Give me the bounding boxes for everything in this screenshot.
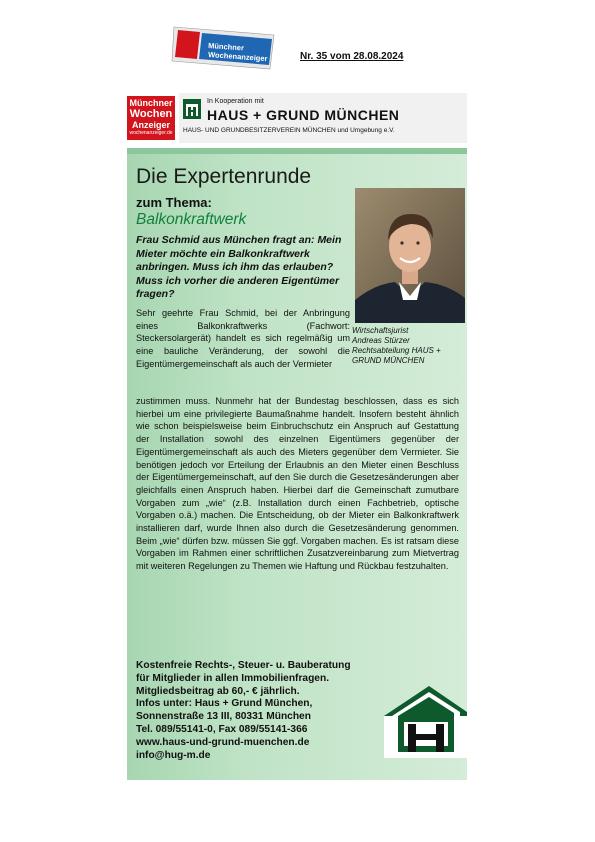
- topic-label: zum Thema:: [136, 195, 212, 210]
- mwa-logo-line-1: Münchner: [129, 98, 173, 108]
- caption-line: GRUND MÜNCHEN: [352, 356, 425, 365]
- panel-stripe: [127, 148, 467, 154]
- newspaper-logo: [170, 25, 278, 75]
- contact-line: für Mitglieder in allen Immobilienfragen.: [136, 672, 330, 684]
- article-panel: [127, 148, 467, 780]
- caption-line: Wirtschaftsjurist: [352, 326, 409, 335]
- expert-caption: [352, 326, 464, 366]
- newspaper-logo-text: Münchner: [207, 41, 245, 53]
- cooperation-label: In Kooperation mit: [207, 98, 264, 105]
- mwa-logo-line-2: Wochen: [129, 108, 173, 120]
- header-band: [127, 93, 467, 148]
- contact-email-link[interactable]: info@hug-m.de: [136, 749, 211, 761]
- svg-text:Wochenanzeiger: Wochenanzeiger: [207, 50, 268, 64]
- expert-photo: [355, 188, 465, 323]
- wochenanzeiger-logo: [127, 96, 175, 140]
- contact-line: Mitgliedsbeitrag ab 60,- € jährlich.: [136, 685, 300, 697]
- contact-phone: Tel. 089/55141-0, Fax 089/55141-366: [136, 723, 308, 735]
- org-subtitle: HAUS- UND GRUNDBESITZERVEREIN MÜNCHEN und Umgebung e.V.: [183, 127, 395, 134]
- topic: Balkonkraftwerk: [136, 211, 247, 228]
- contact-website-link[interactable]: www.haus-und-grund-muenchen.de: [136, 736, 310, 748]
- issue-number: Nr. 35 vom 28.08.2024: [300, 51, 404, 62]
- answer-text: zustimmen muss. Nunmehr hat der Bundestag beschlossen, dass es sich hierbei um eine privilegierte Baumaßnahme handelt. Insofern besteht ähnlich wie schon beispielsweise beim Einbruchschutz ein Anspruch auf Gestattung der Installation sowohl des einzelnen Eigentümers gegenüber der Eigentümergemeinschaft als auch des Mieters gegenüber dem Vermieter. Sie benötigen jedoch vor Erteilung der Erlaubnis an den Mieter einen Beschluss der Eigentümergemeinschaft, auf den Sie durch die Gesetzesänderungen aber gleichfalls einen Anspruch haben. Hierbei darf die Gemeinschaft zumutbare Vorgaben zum „wie“ (z.B. Installation durch einen Fachbetrieb, optische Vorgaben o.ä.) machen. Die Entscheidung, ob der Mieter ein Balkonkraftwerk installieren darf, wurde Ihnen also durch die Gesetzesänderung genommen. Beim „wie“ dürfen bzw. müssen Sie ggf. Vorgaben machen. Es ist ratsam diese Vorgaben im Rahmen einer schriftlichen Zusatzvereinbarung zum Mietvertrag mit weiteren Regelungen zu Themen wie Haftung und Rückbau festzuhalten.: [136, 396, 459, 572]
- reader-question: Frau Schmid aus München fragt an: Mein Mieter möchte ein Balkonkraftwerk anbringen. Muss ich ihm das erlauben? Muss ich vorher die anderen Eigentümer fragen?: [136, 234, 342, 300]
- article-title: Die Expertenrunde: [136, 165, 312, 188]
- org-name: HAUS + GRUND MÜNCHEN: [207, 107, 400, 123]
- caption-line: Rechtsabteilung HAUS +: [352, 346, 441, 355]
- mwa-logo-sub: wochenanzeiger.de: [129, 130, 173, 136]
- contact-line: Kostenfreie Rechts-, Steuer- u. Bauberatung: [136, 660, 351, 671]
- contact-line: Infos unter: Haus + Grund München,: [136, 698, 313, 710]
- answer-text-intro: Sehr geehrte Frau Schmid, bei der Anbringung eines Balkonkraftwerks (Fachwort: Steckersolargerät) handelt es sich regelmäßig um eine bauliche Veränderung, der sowohl die Eigentümergemeinschaft als auch der Vermieter: [136, 308, 350, 369]
- mwa-logo-line-3: Anzeiger: [131, 120, 170, 130]
- caption-line: Andreas Stürzer: [352, 336, 410, 345]
- contact-address: Sonnenstraße 13 III, 80331 München: [136, 711, 311, 723]
- haus-grund-icon: [183, 99, 201, 119]
- haus-grund-banner: [179, 93, 467, 143]
- haus-grund-corner-logo: [384, 686, 467, 758]
